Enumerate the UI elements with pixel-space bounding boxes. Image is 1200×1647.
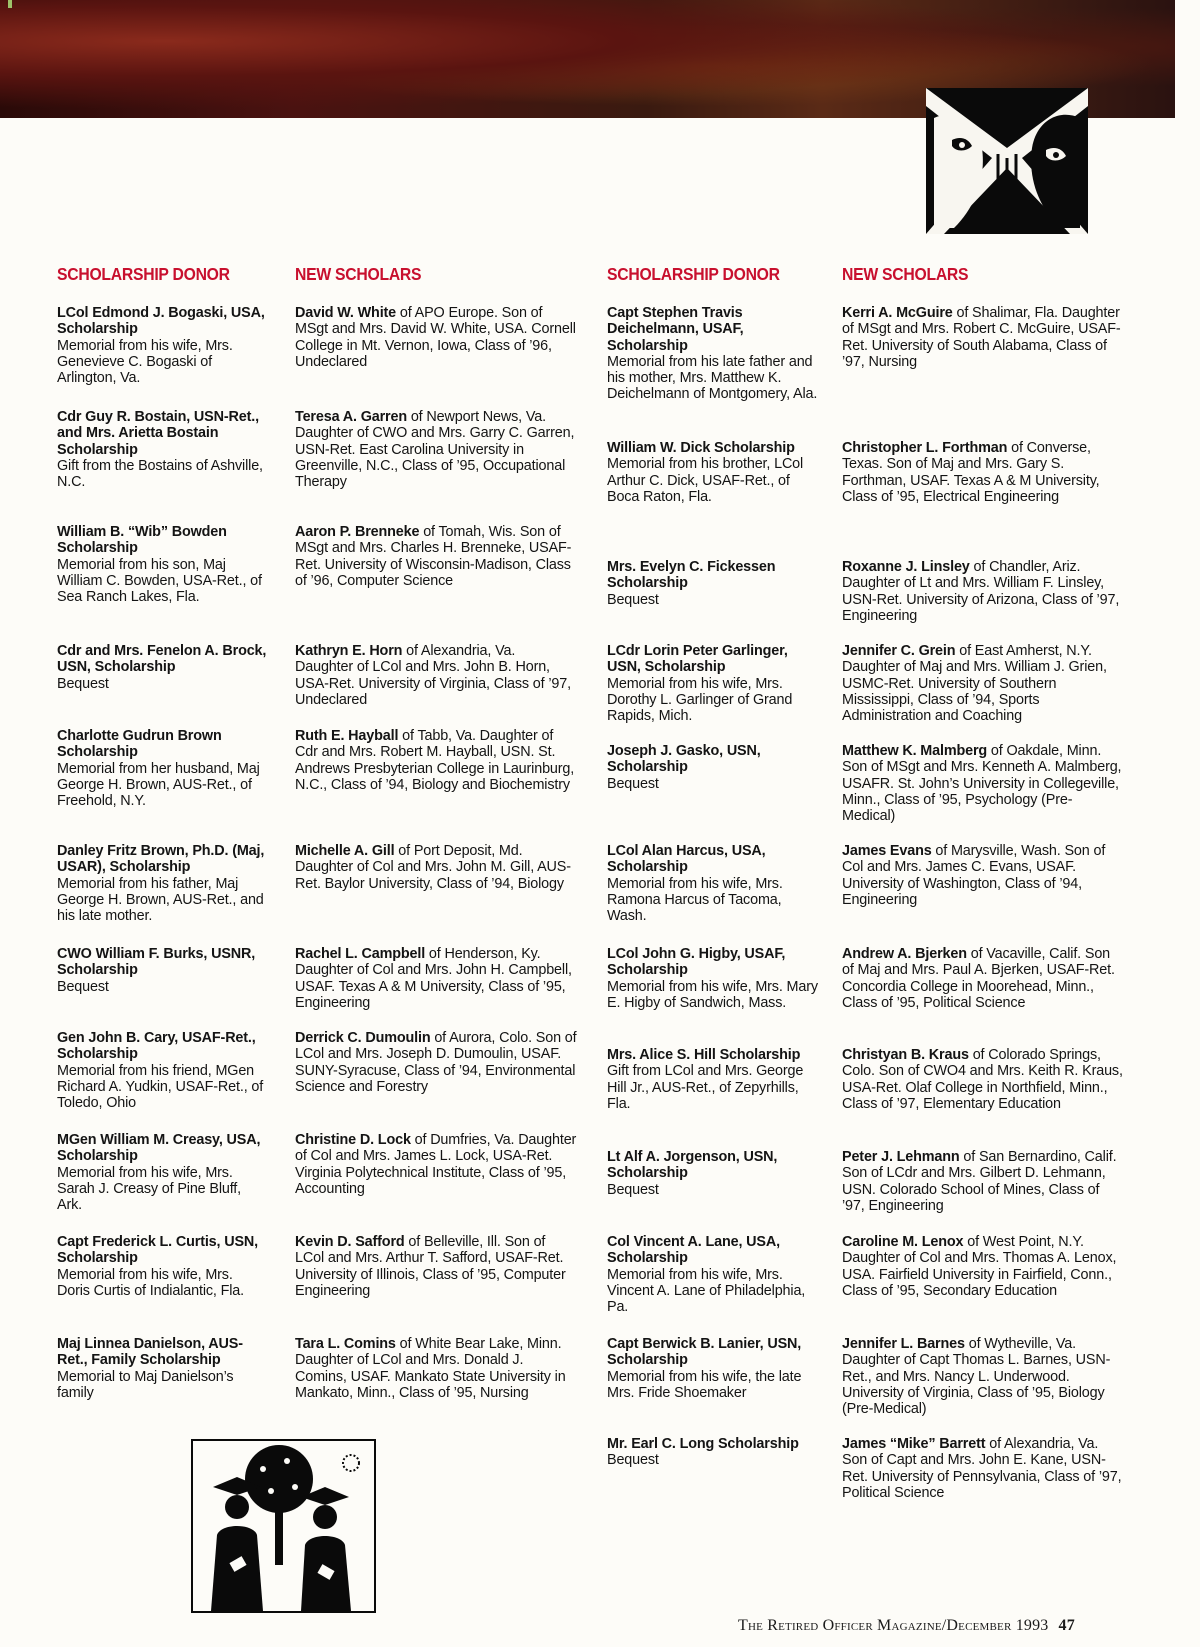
scholar-entry	[295, 1336, 577, 1401]
scholar-entry	[295, 1132, 577, 1197]
scholar-name: Derrick C. Dumoulin	[295, 1030, 431, 1046]
donor-entry	[607, 1336, 819, 1401]
donor-entry	[57, 409, 269, 490]
graduates-faces-icon	[926, 88, 1088, 234]
scholar-name: Peter J. Lehmann	[842, 1149, 960, 1165]
donor-name: LCdr Lorin Peter Garlinger, USN, Scholarship	[607, 643, 788, 676]
donor-description: Memorial from his wife, Mrs. Vincent A. Lane of Philadelphia, Pa.	[607, 1266, 806, 1316]
scholar-name: Jennifer C. Grein	[842, 643, 956, 659]
donor-description: Memorial from his brother, LCol Arthur C. Dick, USAF-Ret., of Boca Raton, Fla.	[607, 456, 804, 505]
donor-entry	[607, 440, 819, 505]
heading-new-scholars-right: NEW SCHOLARS	[842, 264, 969, 284]
donor-description: Memorial from his wife, Mrs. Sarah J. Creasy of Pine Bluff, Ark.	[57, 1164, 242, 1214]
scholar-name: Jennifer L. Barnes	[842, 1336, 965, 1352]
donor-name: Mrs. Alice S. Hill Scholarship	[607, 1047, 801, 1063]
donor-entry	[57, 1132, 269, 1213]
donor-name: Lt Alf A. Jorgenson, USN, Scholarship	[607, 1149, 778, 1182]
donor-description: Memorial from his late father and his mother, Mrs. Matthew K. Deichelmann of Montgomery, Ala.	[607, 353, 818, 403]
scholar-description: of APO Europe. Son of MSgt and Mrs. David W. White, USA. Cornell College in Mt. Vernon, Iowa, Class of ’96, Undeclared	[295, 305, 576, 370]
scholar-name: Christopher L. Forthman	[842, 440, 1008, 456]
donor-entry	[607, 305, 819, 403]
scholar-entry	[295, 409, 577, 490]
page-number: 47	[1058, 1617, 1075, 1634]
scholar-description: of West Point, N.Y. Daughter of Col and Mrs. Thomas A. Lenox, USA. Fairfield University in Fairfield, Conn., Class of ’95, Secondary Education	[842, 1234, 1117, 1299]
scholar-entry	[842, 946, 1124, 1011]
scholar-description: of Henderson, Ky. Daughter of Col and Mrs. John H. Campbell, USAF. Texas A & M University, Class of ’95, Engineering	[295, 946, 572, 1011]
donor-description: Memorial from his wife, the late Mrs. Fride Shoemaker	[607, 1368, 802, 1401]
scholar-description: of Dumfries, Va. Daughter of Col and Mrs. James L. Lock, USA-Ret. Virginia Polytechnical Institute, Class of ’95, Accounting	[295, 1132, 577, 1197]
donor-name: Mrs. Evelyn C. Fickessen Scholarship	[607, 559, 776, 592]
donor-entry	[57, 1234, 269, 1299]
heading-scholarship-donor-right: SCHOLARSHIP DONOR	[607, 264, 780, 284]
donor-description: Bequest	[607, 1181, 659, 1198]
scholar-description: of Shalimar, Fla. Daughter of MSgt and Mrs. Robert C. McGuire, USAF-Ret. University of South Alabama, Class of ’97, Nursing	[842, 305, 1121, 370]
donor-entry	[607, 1234, 819, 1315]
scholar-entry	[295, 1030, 577, 1095]
scholar-description: of Marysville, Wash. Son of Col and Mrs. James C. Evans, USAF. University of Washington, Class of ’94, Engineering	[842, 843, 1106, 908]
donor-description: Memorial from his friend, MGen Richard A. Yudkin, USAF-Ret., of Toledo, Ohio	[57, 1062, 264, 1112]
donor-entry	[607, 1047, 819, 1112]
scholar-entry	[842, 743, 1124, 824]
donor-entry	[607, 1149, 819, 1198]
donor-entry	[57, 946, 269, 995]
donor-name: Charlotte Gudrun Brown Scholarship	[57, 728, 222, 761]
scholar-description: of East Amherst, N.Y. Daughter of Maj and Mrs. William J. Grien, USMC-Ret. University of Southern Mississippi, Class of ’94, Sports Administration and Coaching	[842, 643, 1107, 725]
donor-description: Memorial from his wife, Mrs. Ramona Harcus of Tacoma, Wash.	[607, 875, 783, 925]
donor-name: MGen William M. Creasy, USA, Scholarship	[57, 1132, 261, 1165]
scholar-entry	[295, 305, 577, 370]
donor-entry	[57, 843, 269, 924]
donor-description: Bequest	[607, 591, 659, 608]
scholar-name: Matthew K. Malmberg	[842, 743, 988, 759]
donor-name: Col Vincent A. Lane, USA, Scholarship	[607, 1234, 780, 1267]
banner-accent	[8, 0, 12, 8]
scholar-description: of Tomah, Wis. Son of MSgt and Mrs. Charles H. Brenneke, USAF-Ret. University of Wisconsin-Madison, Class of ’96, Computer Science	[295, 524, 572, 589]
donor-description: Bequest	[57, 675, 109, 692]
donor-name: William B. “Wib” Bowden Scholarship	[57, 524, 227, 557]
donor-entry	[57, 305, 269, 386]
scholar-name: Kevin D. Safford	[295, 1234, 405, 1250]
scholar-description: of Aurora, Colo. Son of LCol and Mrs. Joseph D. Dumoulin, USAF. SUNY-Syracuse, Class of ’94, Environmental Science and Forestry	[295, 1030, 577, 1095]
scholar-entry	[842, 1336, 1124, 1417]
donor-entry	[607, 946, 819, 1011]
scholar-name: Teresa A. Garren	[295, 409, 407, 425]
scholar-description: of Newport News, Va. Daughter of CWO and Mrs. Garry C. Garren, USN-Ret. East Carolina University in Greenville, N.C., Class of ’95, Occupational Therapy	[295, 409, 575, 491]
scholar-entry	[295, 643, 577, 708]
scholar-description: of Alexandria, Va. Daughter of LCol and Mrs. John B. Horn, USA-Ret. University of Virginia, Class of ’97, Undeclared	[295, 643, 571, 708]
heading-new-scholars-left: NEW SCHOLARS	[295, 264, 422, 284]
scholar-name: Roxanne J. Linsley	[842, 559, 970, 575]
scholar-name: Christine D. Lock	[295, 1132, 411, 1148]
donor-description: Gift from LCol and Mrs. George Hill Jr., AUS-Ret., of Zepyrhills, Fla.	[607, 1063, 804, 1112]
scholar-name: Aaron P. Brenneke	[295, 524, 420, 540]
donor-entry	[57, 524, 269, 605]
scholar-description: of Alexandria, Va. Son of Capt and Mrs. John E. Kane, USN-Ret. University of Pennsylvania, Class of ’97, Political Science	[842, 1436, 1122, 1501]
scholar-description: of Chandler, Ariz. Daughter of Lt and Mrs. William F. Linsley, USN-Ret. University of Arizona, Class of ’97, Engineering	[842, 559, 1120, 624]
donor-description: Memorial from her husband, Maj George H. Brown, AUS-Ret., of Freehold, N.Y.	[57, 760, 260, 810]
page-footer	[738, 1617, 1075, 1635]
scholar-description: of Port Deposit, Md. Daughter of Col and Mrs. John M. Gill, AUS-Ret. Baylor University, Class of ’94, Biology	[295, 843, 571, 892]
donor-description: Bequest	[607, 775, 659, 792]
donor-name: Gen John B. Cary, USAF-Ret., Scholarship	[57, 1030, 256, 1063]
scholar-name: Rachel L. Campbell	[295, 946, 426, 962]
scholar-entry	[295, 946, 577, 1011]
donor-name: Capt Stephen Travis Deichelmann, USAF, Scholarship	[607, 305, 744, 354]
scholar-name: James Evans	[842, 843, 932, 859]
scholar-entry	[295, 728, 577, 793]
scholar-description: of Belleville, Ill. Son of LCol and Mrs. Arthur T. Safford, USAF-Ret. University of Illinois, Class of ’95, Computer Engineering	[295, 1234, 566, 1299]
scholar-entry	[295, 524, 577, 589]
donor-entry	[57, 1336, 269, 1401]
donor-entry	[607, 843, 819, 924]
donor-name: Cdr and Mrs. Fenelon A. Brock, USN, Scholarship	[57, 643, 267, 676]
donor-entry	[607, 643, 819, 724]
donor-name: Cdr Guy R. Bostain, USN-Ret., and Mrs. Arietta Bostain Scholarship	[57, 409, 259, 458]
donor-name: Mr. Earl C. Long Scholarship	[607, 1436, 799, 1452]
footer-magazine: The Retired Officer Magazine/December 1993	[738, 1617, 1049, 1634]
scholar-entry	[842, 1047, 1124, 1112]
scholar-description: of Colorado Springs, Colo. Son of CWO4 and Mrs. Keith R. Kraus, USA-Ret. Olaf College in Northfield, Minn., Class of ’97, Elementary Education	[842, 1047, 1123, 1112]
scholar-entry	[842, 1234, 1124, 1299]
scholar-entry	[842, 440, 1124, 505]
scholar-entry	[842, 559, 1124, 624]
donor-name: William W. Dick Scholarship	[607, 440, 795, 456]
donor-name: Danley Fritz Brown, Ph.D. (Maj, USAR), Scholarship	[57, 843, 265, 876]
donor-name: LCol John G. Higby, USAF, Scholarship	[607, 946, 786, 979]
scholar-entry	[842, 1436, 1124, 1501]
scholar-entry	[842, 1149, 1124, 1214]
scholar-name: Caroline M. Lenox	[842, 1234, 964, 1250]
donor-description: Memorial to Maj Danielson’s family	[57, 1368, 234, 1401]
scholar-entry	[842, 843, 1124, 908]
donor-description: Memorial from his wife, Mrs. Doris Curtis of Indialantic, Fla.	[57, 1266, 244, 1299]
heading-scholarship-donor-left: SCHOLARSHIP DONOR	[57, 264, 230, 284]
donor-entry	[607, 559, 819, 608]
scholar-name: Ruth E. Hayball	[295, 728, 399, 744]
donor-entry	[57, 643, 269, 692]
scholar-description: of Oakdale, Minn. Son of MSgt and Mrs. Kenneth A. Malmberg, USAFR. St. John’s University in Collegeville, Minn., Class of ’95, Psychology (Pre-Medical)	[842, 743, 1122, 825]
scholar-entry	[842, 305, 1124, 370]
donor-description: Memorial from his wife, Mrs. Dorothy L. Garlinger of Grand Rapids, Mich.	[607, 675, 793, 725]
scholar-description: of White Bear Lake, Minn. Daughter of LCol and Mrs. Donald J. Comins, USAF. Mankato State University in Mankato, Minn., Class of ’95, Nursing	[295, 1336, 566, 1401]
scholar-name: David W. White	[295, 305, 397, 321]
donor-description: Memorial from his son, Maj William C. Bowden, USA-Ret., of Sea Ranch Lakes, Fla.	[57, 556, 262, 606]
donor-name: LCol Edmond J. Bogaski, USA, Scholarship	[57, 305, 265, 338]
donor-entry	[607, 1436, 819, 1469]
donor-entry	[57, 728, 269, 809]
donor-description: Memorial from his father, Maj George H. Brown, AUS-Ret., and his late mother.	[57, 875, 264, 925]
donor-description: Bequest	[57, 978, 109, 995]
scholar-description: of Converse, Texas. Son of Maj and Mrs. Gary S. Forthman, USAF. Texas A & M University, Class of ’95, Electrical Engineering	[842, 440, 1100, 505]
donor-name: Capt Frederick L. Curtis, USN, Scholarship	[57, 1234, 259, 1267]
donor-entry	[607, 743, 819, 792]
donor-name: LCol Alan Harcus, USA, Scholarship	[607, 843, 766, 876]
scholar-name: Christyan B. Kraus	[842, 1047, 969, 1063]
scholar-entry	[295, 843, 577, 892]
scholar-name: Tara L. Comins	[295, 1336, 396, 1352]
scholar-name: Kerri A. McGuire	[842, 305, 953, 321]
graduates-tree-icon	[191, 1439, 376, 1613]
donor-description: Memorial from his wife, Mrs. Genevieve C. Bogaski of Arlington, Va.	[57, 337, 233, 387]
donor-name: Joseph J. Gasko, USN, Scholarship	[607, 743, 761, 776]
donor-name: Maj Linnea Danielson, AUS-Ret., Family Scholarship	[57, 1336, 243, 1369]
scholar-entry	[295, 1234, 577, 1299]
donor-name: CWO William F. Burks, USNR, Scholarship	[57, 946, 256, 979]
donor-entry	[57, 1030, 269, 1111]
donor-description: Gift from the Bostains of Ashville, N.C.	[57, 457, 263, 491]
donor-description: Bequest	[607, 1452, 659, 1469]
scholar-name: Kathryn E. Horn	[295, 643, 403, 659]
scholar-description: of San Bernardino, Calif. Son of LCdr and Mrs. Gilbert D. Lehmann, USN. Colorado School of Mines, Class of ’97, Engineering	[842, 1149, 1117, 1214]
scholar-description: of Wytheville, Va. Daughter of Capt Thomas L. Barnes, USN-Ret., and Mrs. Nancy L. Underwood. University of Virginia, Class of ’95, Biology (Pre-Medical)	[842, 1336, 1111, 1418]
scholar-entry	[842, 643, 1124, 724]
scholar-name: Michelle A. Gill	[295, 843, 395, 859]
scholar-description: of Vacaville, Calif. Son of Maj and Mrs. Paul A. Bjerken, USAF-Ret. Concordia College in Moorehead, Minn., Class of ’95, Political Science	[842, 946, 1115, 1011]
scholar-name: Andrew A. Bjerken	[842, 946, 967, 962]
scholar-description: of Tabb, Va. Daughter of Cdr and Mrs. Robert M. Hayball, USN. St. Andrews Presbyterian College in Laurinburg, N.C., Class of ’94, Biology and Biochemistry	[295, 728, 575, 793]
donor-description: Memorial from his wife, Mrs. Mary E. Higby of Sandwich, Mass.	[607, 978, 818, 1011]
scholar-name: James “Mike” Barrett	[842, 1436, 986, 1452]
donor-name: Capt Berwick B. Lanier, USN, Scholarship	[607, 1336, 802, 1369]
